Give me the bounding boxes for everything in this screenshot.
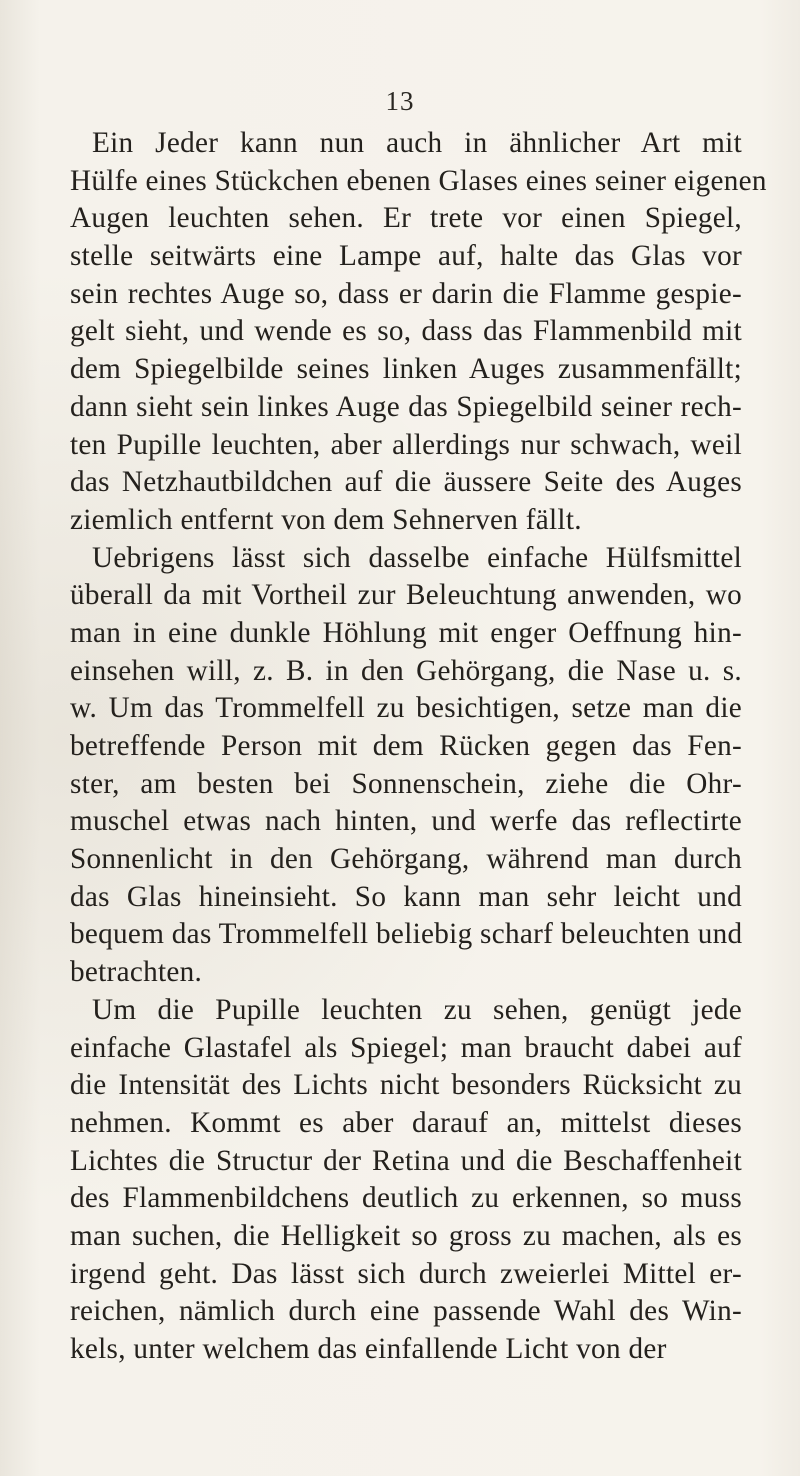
text-line: nehmen. Kommt es aber darauf an, mittelst dieses — [70, 1106, 742, 1139]
page-number: 13 — [385, 86, 415, 116]
text-line: dann sieht sein linkes Auge das Spiegelbild seiner rech- — [70, 390, 742, 423]
text-line: bequem das Trommelfell beliebig scharf beleuchten und — [70, 918, 743, 951]
body-text — [70, 125, 767, 1369]
text-line: betreffende Person mit dem Rücken gegen das Fen- — [70, 730, 742, 762]
text-line: Lichtes die Structur der Retina und die Beschaffenheit — [70, 1144, 742, 1177]
text-line: muschel etwas nach hinten, und werfe das reflectirte — [70, 805, 742, 838]
text-line: reichen, nämlich durch eine passende Wahl des Win- — [70, 1295, 742, 1328]
text-line: das Glas hineinsieht. So kann man sehr leicht und — [70, 880, 742, 913]
text-line: sein rechtes Auge so, dass er darin die Flamme gespie- — [70, 277, 742, 310]
text-line: ziemlich entfernt von dem Sehnerven fällt. — [70, 503, 582, 536]
text-line: die Intensität des Lichts nicht besonders Rücksicht zu — [70, 1069, 742, 1102]
text-line: Um die Pupille leuchten zu sehen, genügt jede — [92, 993, 742, 1026]
text-line: kels, unter welchem das einfallende Licht von der — [70, 1333, 667, 1365]
text-line: Augen leuchten sehen. Er trete vor einen Spiegel, — [70, 202, 742, 235]
text-line: ster, am besten bei Sonnenschein, ziehe die Ohr- — [70, 767, 742, 800]
text-line: w. Um das Trommelfell zu besichtigen, setze man die — [70, 692, 742, 725]
paragraph-2 — [70, 540, 742, 992]
text-line: ten Pupille leuchten, aber allerdings nur schwach, weil — [70, 428, 742, 461]
text-line: betrachten. — [70, 956, 203, 989]
text-line: einfache Glastafel als Spiegel; man braucht dabei auf — [70, 1031, 742, 1064]
text-line: Ein Jeder kann nun auch in ähnlicher Art mit — [92, 127, 742, 159]
text-line: das Netzhautbildchen auf die äussere Seite des Auges — [70, 466, 742, 499]
paragraph-3 — [70, 992, 742, 1369]
text-line: Hülfe eines Stückchen ebenen Glases eines seiner eigenen — [70, 164, 767, 197]
text-line: des Flammenbildchens deutlich zu erkennen, so muss — [70, 1182, 742, 1215]
text-line: überall da mit Vortheil zur Beleuchtung anwenden, wo — [70, 579, 742, 612]
text-line: gelt sieht, und wende es so, dass das Flammenbild mit — [70, 315, 742, 348]
text-line: irgend geht. Das lässt sich durch zweierlei Mittel er- — [70, 1257, 742, 1290]
text-line: einsehen will, z. B. in den Gehörgang, die Nase u. s. — [70, 654, 742, 687]
text-line: dem Spiegelbilde seines linken Auges zusammenfällt; — [70, 353, 742, 386]
text-line: Uebrigens lässt sich dasselbe einfache Hülfsmittel — [92, 541, 742, 574]
text-line: man suchen, die Helligkeit so gross zu machen, als es — [70, 1219, 742, 1252]
paragraph-1 — [70, 125, 767, 540]
text-line: man in eine dunkle Höhlung mit enger Oeffnung hin- — [70, 616, 742, 649]
text-line: Sonnenlicht in den Gehörgang, während man durch — [70, 843, 742, 876]
text-line: stelle seitwärts eine Lampe auf, halte das Glas vor — [70, 240, 742, 273]
